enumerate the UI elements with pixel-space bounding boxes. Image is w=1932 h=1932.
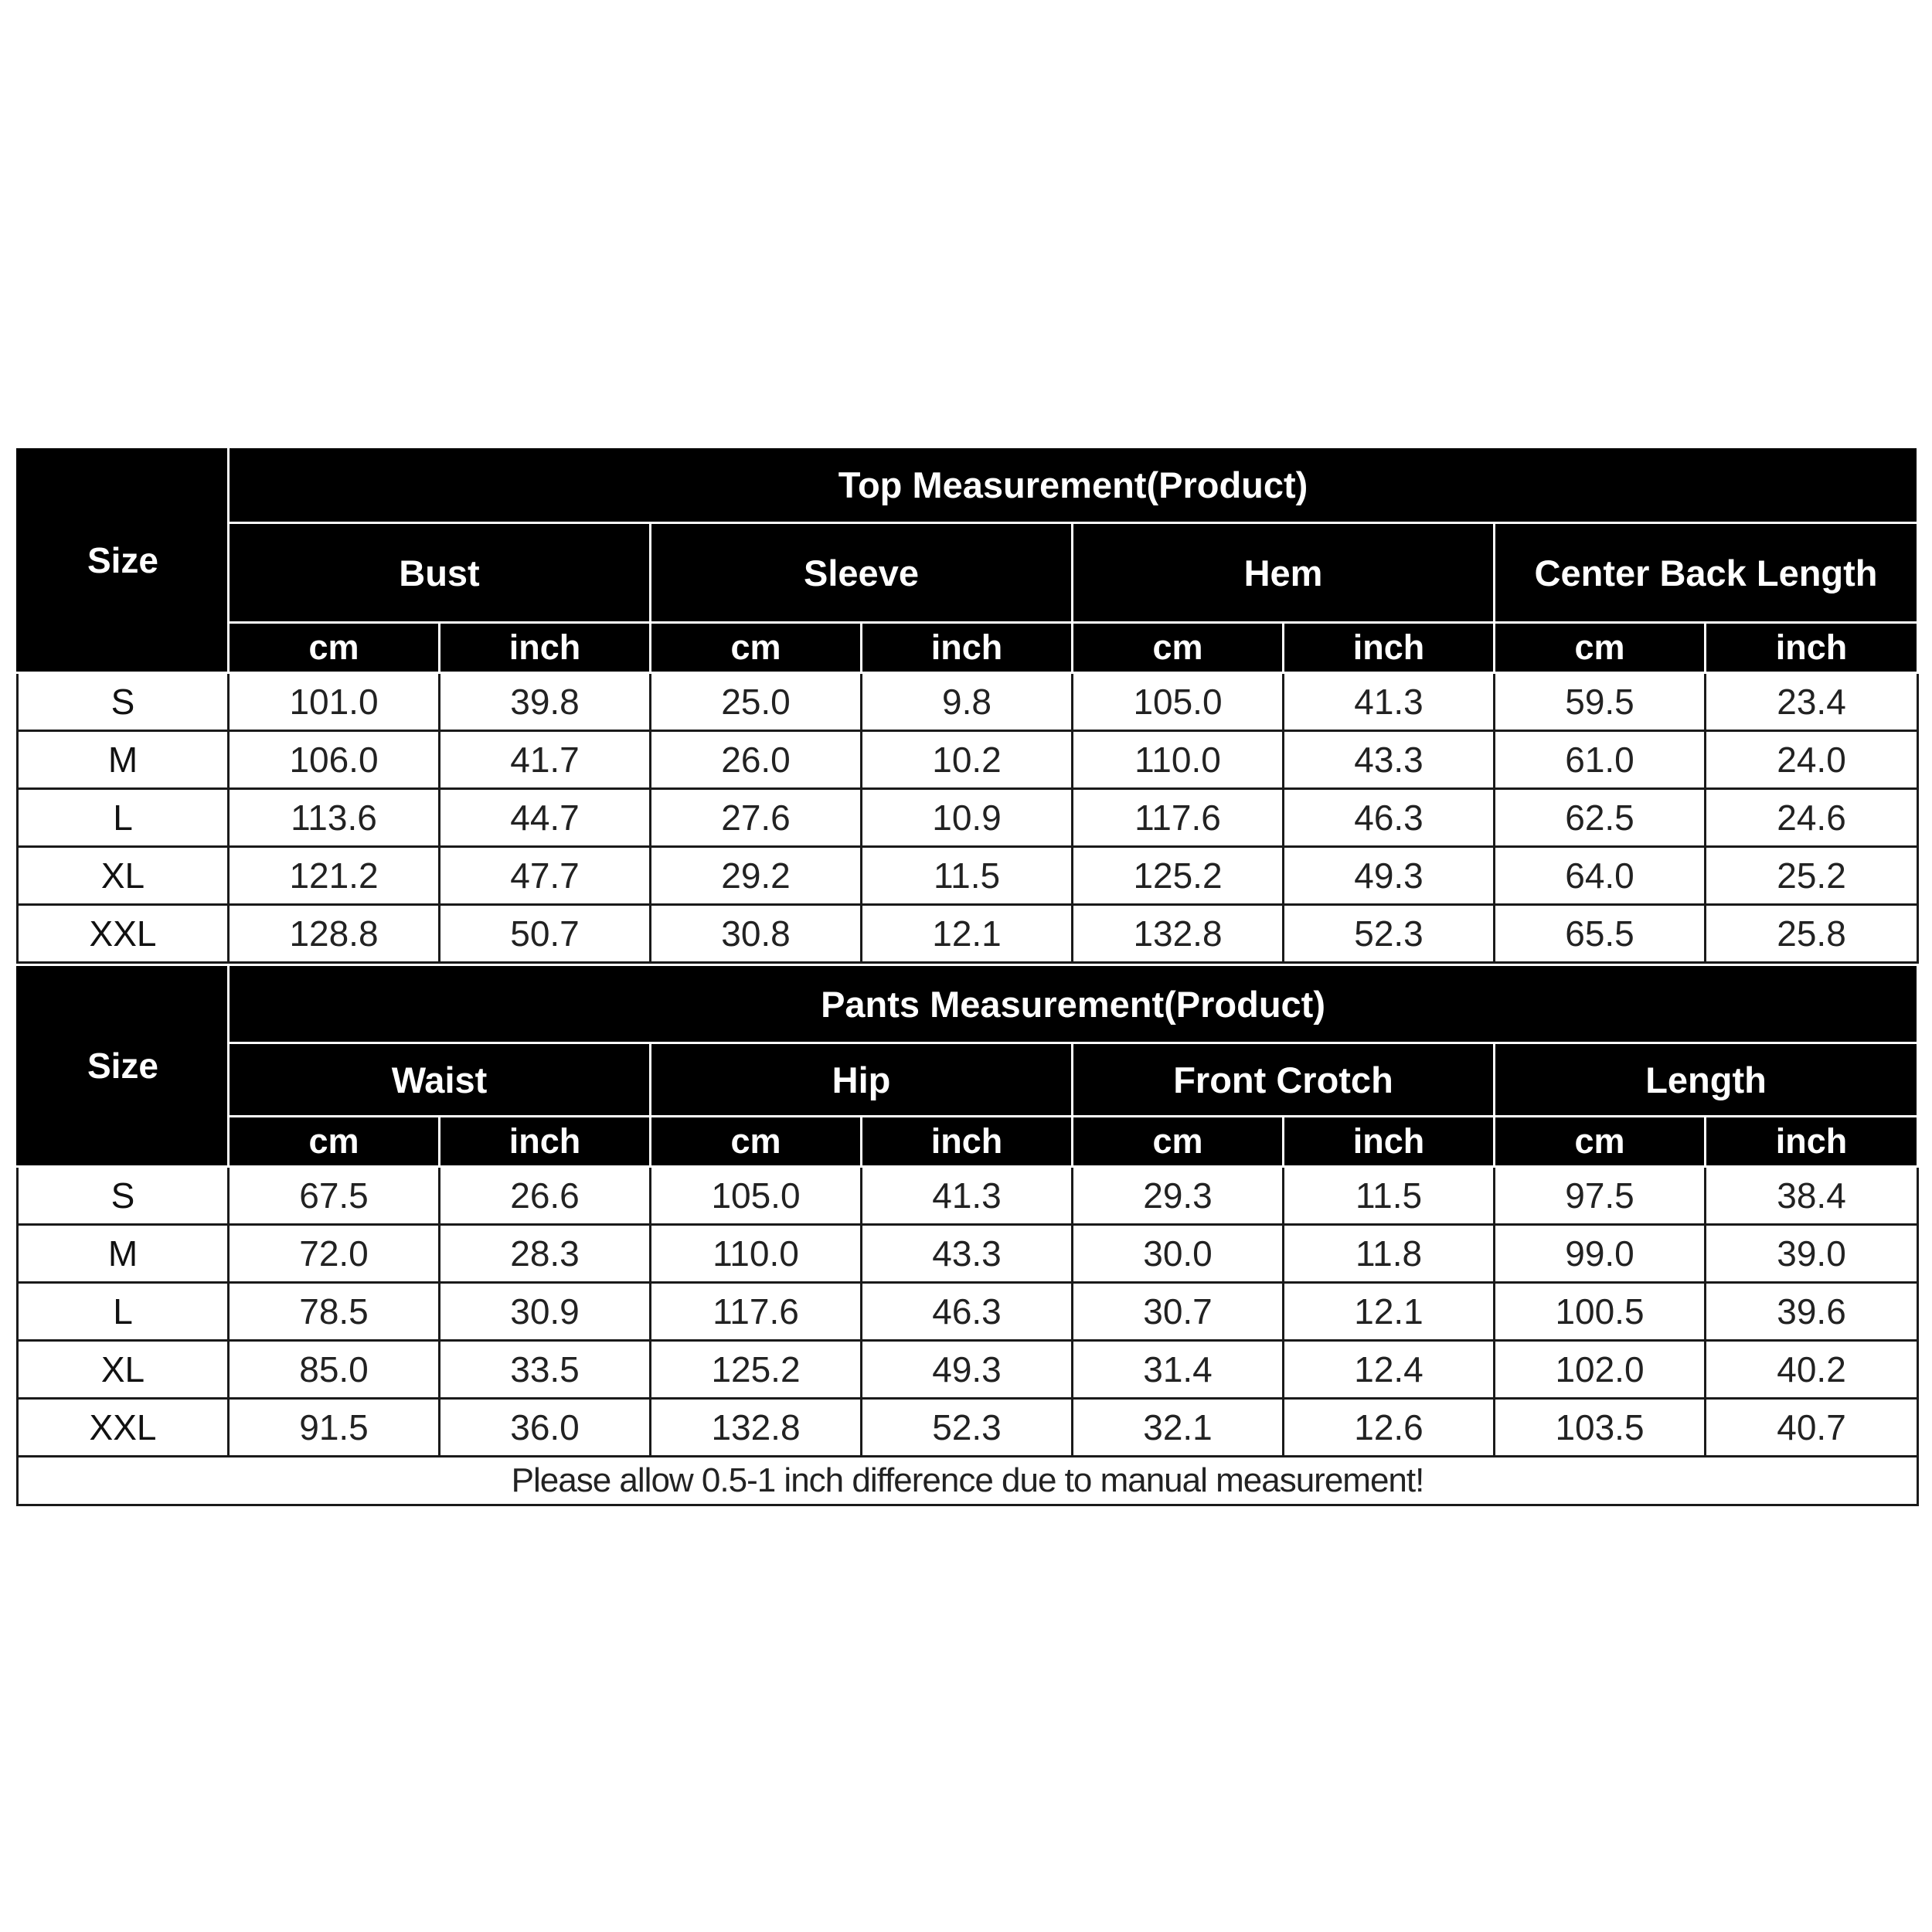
measurement-value: 26.6 <box>440 1167 651 1225</box>
table-row <box>18 731 1918 789</box>
measurement-value: 12.1 <box>1284 1283 1495 1341</box>
size-label: S <box>18 1167 229 1225</box>
measurement-value: 49.3 <box>1284 847 1495 905</box>
size-label: L <box>18 789 229 847</box>
measurement-value: 23.4 <box>1706 673 1918 731</box>
measurement-value: 40.2 <box>1706 1341 1918 1399</box>
measurement-value: 59.5 <box>1495 673 1706 731</box>
measurement-value: 113.6 <box>229 789 440 847</box>
measurement-value: 32.1 <box>1073 1399 1284 1457</box>
table-title: Top Measurement(Product) <box>229 447 1918 523</box>
measurement-value: 132.8 <box>651 1399 862 1457</box>
measurement-value: 36.0 <box>440 1399 651 1457</box>
table-row <box>18 905 1918 963</box>
measurement-value: 27.6 <box>651 789 862 847</box>
measurement-value: 25.0 <box>651 673 862 731</box>
unit-header: inch <box>862 623 1073 673</box>
measurement-value: 11.5 <box>1284 1167 1495 1225</box>
table-row <box>18 1225 1918 1283</box>
measurement-value: 49.3 <box>862 1341 1073 1399</box>
measurement-value: 29.3 <box>1073 1167 1284 1225</box>
measurement-value: 52.3 <box>1284 905 1495 963</box>
unit-header: cm <box>1495 623 1706 673</box>
measurement-value: 72.0 <box>229 1225 440 1283</box>
unit-header: cm <box>229 623 440 673</box>
measurement-value: 24.0 <box>1706 731 1918 789</box>
measurement-value: 26.0 <box>651 731 862 789</box>
measurement-value: 25.8 <box>1706 905 1918 963</box>
unit-header: cm <box>1495 1117 1706 1167</box>
measurement-value: 10.9 <box>862 789 1073 847</box>
size-label: XL <box>18 1341 229 1399</box>
measurement-value: 67.5 <box>229 1167 440 1225</box>
measurement-value: 117.6 <box>651 1283 862 1341</box>
table-row <box>18 1167 1918 1225</box>
unit-header: cm <box>1073 1117 1284 1167</box>
measurement-value: 12.4 <box>1284 1341 1495 1399</box>
size-label: M <box>18 1225 229 1283</box>
measurement-value: 39.6 <box>1706 1283 1918 1341</box>
measurement-value: 125.2 <box>1073 847 1284 905</box>
measurement-value: 125.2 <box>651 1341 862 1399</box>
measurement-value: 41.3 <box>1284 673 1495 731</box>
measurement-value: 91.5 <box>229 1399 440 1457</box>
measurement-value: 101.0 <box>229 673 440 731</box>
size-label: XL <box>18 847 229 905</box>
measurement-value: 40.7 <box>1706 1399 1918 1457</box>
measurement-value: 99.0 <box>1495 1225 1706 1283</box>
measurement-note: Please allow 0.5-1 inch difference due to manual measurement! <box>18 1457 1918 1505</box>
unit-header: inch <box>440 623 651 673</box>
measurement-value: 78.5 <box>229 1283 440 1341</box>
measurement-value: 28.3 <box>440 1225 651 1283</box>
top-measurement-table <box>16 446 1919 964</box>
measurement-value: 105.0 <box>651 1167 862 1225</box>
measurement-value: 121.2 <box>229 847 440 905</box>
unit-header: inch <box>440 1117 651 1167</box>
measurement-value: 110.0 <box>1073 731 1284 789</box>
measurement-value: 41.3 <box>862 1167 1073 1225</box>
measurement-group-header: Sleeve <box>651 523 1073 623</box>
measurement-group-header: Front Crotch <box>1073 1043 1495 1117</box>
measurement-value: 128.8 <box>229 905 440 963</box>
unit-header: inch <box>1284 1117 1495 1167</box>
table-row <box>18 1399 1918 1457</box>
measurement-value: 24.6 <box>1706 789 1918 847</box>
measurement-value: 117.6 <box>1073 789 1284 847</box>
measurement-value: 25.2 <box>1706 847 1918 905</box>
measurement-value: 64.0 <box>1495 847 1706 905</box>
measurement-group-header: Hem <box>1073 523 1495 623</box>
measurement-value: 39.0 <box>1706 1225 1918 1283</box>
size-chart <box>16 446 1917 1506</box>
unit-header: cm <box>229 1117 440 1167</box>
table-row <box>18 847 1918 905</box>
table-title: Pants Measurement(Product) <box>229 965 1918 1043</box>
unit-header: inch <box>862 1117 1073 1167</box>
measurement-value: 41.7 <box>440 731 651 789</box>
unit-header: cm <box>651 623 862 673</box>
measurement-value: 47.7 <box>440 847 651 905</box>
measurement-value: 46.3 <box>862 1283 1073 1341</box>
unit-header: cm <box>1073 623 1284 673</box>
measurement-value: 43.3 <box>862 1225 1073 1283</box>
measurement-value: 31.4 <box>1073 1341 1284 1399</box>
measurement-value: 100.5 <box>1495 1283 1706 1341</box>
measurement-group-header: Center Back Length <box>1495 523 1918 623</box>
measurement-group-header: Hip <box>651 1043 1073 1117</box>
measurement-value: 103.5 <box>1495 1399 1706 1457</box>
size-label: L <box>18 1283 229 1341</box>
measurement-value: 30.9 <box>440 1283 651 1341</box>
measurement-value: 62.5 <box>1495 789 1706 847</box>
measurement-value: 85.0 <box>229 1341 440 1399</box>
measurement-value: 50.7 <box>440 905 651 963</box>
measurement-value: 11.8 <box>1284 1225 1495 1283</box>
measurement-value: 12.6 <box>1284 1399 1495 1457</box>
unit-header: inch <box>1706 1117 1918 1167</box>
size-label: XXL <box>18 905 229 963</box>
measurement-value: 30.8 <box>651 905 862 963</box>
measurement-value: 30.7 <box>1073 1283 1284 1341</box>
measurement-value: 97.5 <box>1495 1167 1706 1225</box>
unit-header: inch <box>1706 623 1918 673</box>
table-row <box>18 673 1918 731</box>
table-row <box>18 789 1918 847</box>
table-row <box>18 1341 1918 1399</box>
measurement-value: 46.3 <box>1284 789 1495 847</box>
measurement-value: 61.0 <box>1495 731 1706 789</box>
measurement-group-header: Bust <box>229 523 651 623</box>
measurement-value: 11.5 <box>862 847 1073 905</box>
size-label: M <box>18 731 229 789</box>
measurement-value: 39.8 <box>440 673 651 731</box>
size-label: S <box>18 673 229 731</box>
measurement-value: 102.0 <box>1495 1341 1706 1399</box>
measurement-value: 12.1 <box>862 905 1073 963</box>
measurement-value: 52.3 <box>862 1399 1073 1457</box>
measurement-value: 33.5 <box>440 1341 651 1399</box>
measurement-value: 30.0 <box>1073 1225 1284 1283</box>
size-header: Size <box>18 965 229 1167</box>
measurement-value: 132.8 <box>1073 905 1284 963</box>
measurement-value: 44.7 <box>440 789 651 847</box>
measurement-value: 43.3 <box>1284 731 1495 789</box>
measurement-value: 38.4 <box>1706 1167 1918 1225</box>
pants-measurement-table <box>16 964 1919 1506</box>
table-row <box>18 1283 1918 1341</box>
measurement-value: 65.5 <box>1495 905 1706 963</box>
measurement-group-header: Waist <box>229 1043 651 1117</box>
measurement-value: 106.0 <box>229 731 440 789</box>
measurement-value: 10.2 <box>862 731 1073 789</box>
measurement-value: 105.0 <box>1073 673 1284 731</box>
measurement-group-header: Length <box>1495 1043 1918 1117</box>
measurement-value: 29.2 <box>651 847 862 905</box>
measurement-value: 110.0 <box>651 1225 862 1283</box>
size-header: Size <box>18 447 229 673</box>
size-label: XXL <box>18 1399 229 1457</box>
unit-header: inch <box>1284 623 1495 673</box>
measurement-value: 9.8 <box>862 673 1073 731</box>
unit-header: cm <box>651 1117 862 1167</box>
